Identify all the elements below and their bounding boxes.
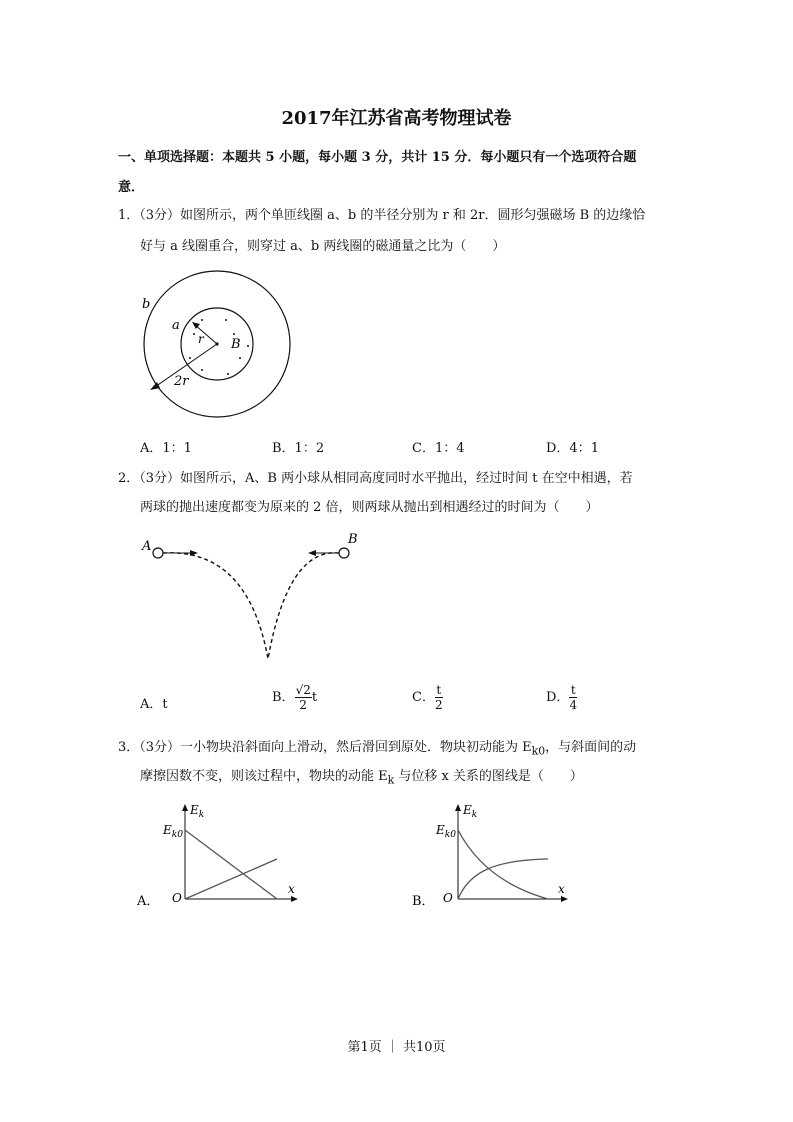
graph-a-option-label: A． (137, 894, 160, 909)
label-ball-A: A (142, 539, 152, 554)
q2-option-b-label: B． (272, 690, 295, 705)
q2-text-line1: 2．（3分）如图所示，A、B 两小球从相同高度同时水平抛出，经过时间 t 在空中相遇，若 (118, 471, 633, 486)
label-a: a (172, 318, 180, 333)
trajectory-A (163, 553, 268, 659)
q3-text-line2-a: 摩擦因数不变，则该过程中，物块的动能 E (140, 769, 388, 784)
graph-a-x-arrow (291, 896, 298, 902)
q2-option-b-numerator: √2 (295, 683, 311, 697)
q2-option-a-label: A． (140, 697, 163, 712)
section-heading-line1: 一、单项选择题：本题共 5 小题，每小题 3 分，共计 15 分．每小题只有一个选项符合题 (118, 150, 637, 165)
q2-option-d-numerator: t (570, 683, 576, 697)
q2-option-b-suffix: t (311, 690, 318, 705)
label-B: B (231, 337, 241, 352)
trajectory-B (268, 553, 339, 659)
q2-text-line2: 两球的抛出速度都变为原来的 2 倍，则两球从抛出到相遇经过的时间为（ ） (140, 500, 599, 515)
q1-option-b[interactable]: B．1：2 (272, 441, 325, 456)
q2-option-b-fraction (295, 683, 312, 712)
q2-figure (138, 528, 368, 668)
q3-text-line2 (140, 768, 583, 790)
q3-text-line2-b: 与位移 x 关系的图线是（ ） (394, 769, 583, 784)
q1-option-d[interactable]: D．4：1 (546, 441, 599, 456)
label-2r: 2r (174, 374, 189, 389)
page-title: 2017年江苏省高考物理试卷 (281, 108, 512, 129)
graph-a-ek0-label: $E_{k0}$ (163, 823, 183, 840)
graph-b-option-label: B． (412, 894, 435, 909)
label-r: r (198, 332, 204, 346)
q2-option-c[interactable] (412, 683, 443, 712)
section-heading-line2: 意． (118, 180, 145, 195)
q3-graph-a[interactable] (135, 800, 310, 912)
q2-option-c-fraction (435, 683, 443, 712)
q3-graph-b[interactable] (408, 800, 583, 912)
q1-text-line2: 好与 a 线圈重合，则穿过 a、b 两线圈的磁通量之比为（ ） (140, 239, 506, 254)
q1-text-line1: 1．（3分）如图所示，两个单匝线圈 a、b 的半径分别为 r 和 2r．圆形匀强磁场 B 的边缘恰 (118, 208, 646, 223)
graph-a-origin: O (172, 891, 182, 905)
label-b: b (142, 297, 151, 312)
q2-option-c-numerator: t (436, 683, 442, 697)
graph-a-y-label: $E_k$ (190, 803, 205, 820)
graph-a-x-label: x (288, 882, 295, 896)
q1-option-a[interactable]: A．1：1 (140, 441, 192, 456)
graph-a-y-arrow (182, 804, 188, 811)
graph-b-ek0-label: $E_{k0}$ (436, 823, 456, 840)
q3-text-line1-a: 3．（3分）一小物块沿斜面向上滑动，然后滑回到原处．物块初动能为 E (118, 740, 532, 755)
q1-option-c[interactable]: C．1：4 (412, 441, 465, 456)
graph-b-y-arrow (455, 804, 461, 811)
q2-option-d-fraction (569, 683, 577, 712)
q1-figure (130, 262, 310, 432)
q2-option-b[interactable] (272, 683, 317, 712)
q2-option-d[interactable] (546, 683, 577, 712)
q2-option-d-denominator: 4 (569, 698, 578, 712)
ball-B (339, 548, 349, 558)
q3-text-line1-sub: k0 (531, 744, 546, 758)
q2-option-a-value: t (162, 697, 168, 712)
graph-b-x-arrow (561, 896, 568, 902)
q2-option-c-label: C． (412, 690, 435, 705)
graph-b-origin: O (443, 891, 453, 905)
q3-text-line2-sub: k (387, 773, 395, 787)
velocity-arrowhead-B (308, 550, 316, 556)
graph-b-y-label: $E_k$ (463, 803, 478, 820)
q2-option-d-label: D． (546, 690, 570, 705)
q3-text-line1 (118, 739, 636, 761)
ball-A (153, 548, 163, 558)
graph-b-x-label: x (558, 882, 565, 896)
page-footer: 第1页 ｜ 共10页 (347, 1040, 446, 1055)
q2-option-b-denominator: 2 (299, 698, 308, 712)
q2-option-a[interactable] (140, 693, 168, 712)
q2-option-c-denominator: 2 (434, 698, 443, 712)
q3-text-line1-b: ，与斜面间的动 (545, 740, 637, 755)
label-ball-B: B (348, 532, 358, 547)
